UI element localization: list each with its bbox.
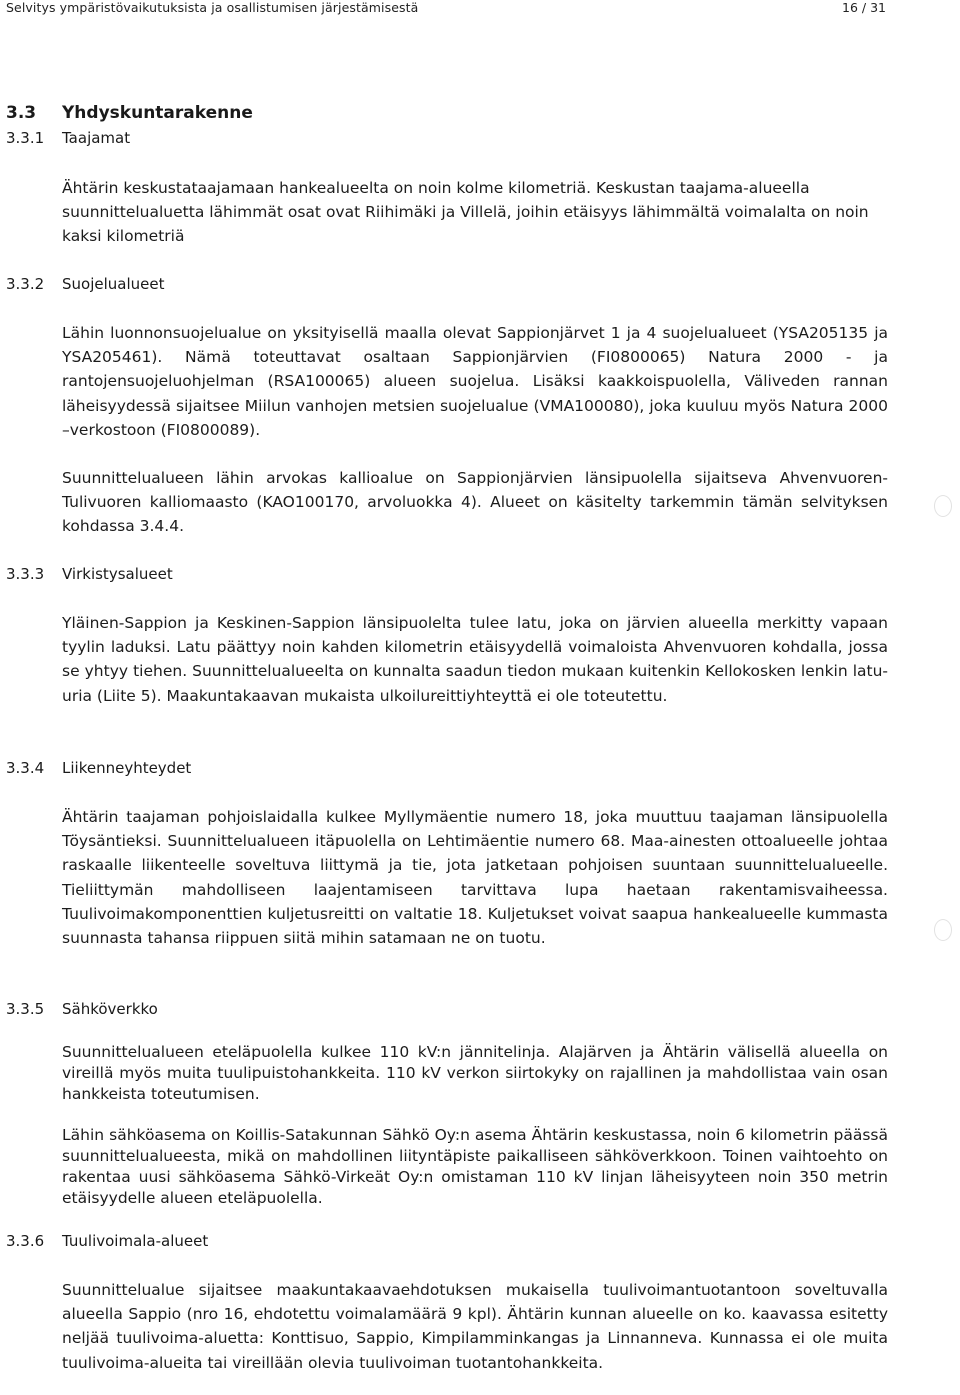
- subsection-title: Taajamat: [62, 129, 131, 147]
- subsection-title: Liikenneyhteydet: [62, 759, 192, 777]
- subsection-number: 3.3.5: [6, 1000, 45, 1018]
- subsection-number: 3.3.4: [6, 759, 45, 777]
- paragraph-virkistysalueet: Yläinen-Sappion ja Keskinen-Sappion länsipuolelta tulee latu, joka on järvien alueella merkitty vapaan tyylin laduksi. Latu päättyy noin kahden kilometrin etäisyydellä voimaloista Ahvenvuoren kohdalla, jossa se yhtyy tiehen. Suunnittelualueelta on kunnalta saadun tiedon mukaan kuitenkin Kellokosken lenkin latu-uria (Liite 5). Maakuntakaavan mukaista ulkoilureittiyhteyttä ei ole toteutettu.: [62, 614, 888, 705]
- subsection-title: Suojelualueet: [62, 275, 165, 293]
- subsection-title: Virkistysalueet: [62, 565, 173, 583]
- paragraph-suojelualueet-1: Lähin luonnonsuojelualue on yksityisellä maalla olevat Sappionjärvet 1 ja 4 suojelualueet (YSA205135 ja YSA205461). Nämä toteuttavat osaltaan Sappionjärvien (FI0800065) Natura 2000 - ja rantojensuojeluohjelman (RSA100065) alueen suojelua. Lisäksi kaakkoispuolella, Väliveden rannan läheisyydessä sijaitsee Miilun vanhojen metsien suojelualue (VMA100080), joka kuuluu myös Natura 2000 –verkostoon (FI0800089).: [62, 324, 888, 439]
- subsection-number: 3.3.2: [6, 275, 45, 293]
- subsection-number: 3.3.3: [6, 565, 45, 583]
- subsection-number: 3.3.1: [6, 129, 45, 147]
- binder-hole-mark: [934, 919, 952, 941]
- paragraph-sahkoverkko-1: Suunnittelualueen eteläpuolella kulkee 110 kV:n jännitelinja. Alajärven ja Ähtärin välisellä alueella on vireillä myös muita tuulipuistohankkeita. 110 kV verkon siirtokyky on rajallinen ja mahdollistaa vain osan hankkeista toteutumisen.: [62, 1043, 888, 1103]
- paragraph-suojelualueet-2: Suunnittelualueen lähin arvokas kallioalue on Sappionjärvien länsipuolella sijaitseva Ahvenvuoren-Tulivuoren kalliomaasto (KAO100170, arvoluokka 4). Alueet on käsitelty tarkemmin tämän selvityksen kohdassa 3.4.4.: [62, 469, 888, 536]
- section-number: 3.3: [6, 103, 37, 123]
- paragraph-sahkoverkko-2: Lähin sähköasema on Koillis-Satakunnan Sähkö Oy:n asema Ähtärin keskustassa, noin 6 kilometrin päässä suunnittelualueesta, mikä on mahdollinen liityntäpiste paikalliseen sähköverkkoon. Toinen vaihtoehto on rakentaa uusi sähköasema Sähkö-Virkeät Oy:n omistaman 110 kV linjan läheisyyteen noin 350 metrin etäisyydelle alueen eteläpuolella.: [62, 1126, 888, 1207]
- paragraph-liikenneyhteydet: Ähtärin taajaman pohjoislaidalla kulkee Myllymäentie numero 18, joka muuttuu taajaman länsipuolella Töysäntieksi. Suunnittelualueen itäpuolella on Lehtimäentie numero 68. Maa-ainesten ottoalueelle johtaa raskaalle liikenteelle soveltuva liittymä ja tie, jota jatketaan pohjoisen suuntaan suunnittelualueelle. Tieliittymän mahdolliseen laajentamiseen tarvittava lupa haetaan rakentamisvaiheessa. Tuulivoimakomponenttien kuljetusreitti on valtatie 18. Kuljetukset voivat saapua hankealueelle kummasta suunnasta tahansa riippuen siitä mihin satamaan ne on tuotu.: [62, 808, 888, 948]
- paragraph-taajamat: Ähtärin keskustataajamaan hankealueelta on noin kolme kilometriä. Keskustan taajama-alueella suunnittelualuetta lähimmät osat ovat Riihimäki ja Villelä, joihin etäisyys lähimmältä voimalalta on noin kaksi kilometriä: [62, 179, 869, 246]
- paragraph-tuulivoimala-alueet: Suunnittelualue sijaitsee maakuntakaavaehdotuksen mukaisella tuulivoimantuotantoon soveltuvalla alueella Sappio (nro 16, ehdotettu voimalamäärä 9 kpl). Ähtärin kunnan alueelle on ko. kaavassa esitetty neljää tuulivoima-aluetta: Konttisuo, Sappio, Kimpilamminkangas ja Linnanneva. Kunnassa ei ole muita tuulivoima-alueita tai vireillään olevia tuulivoiman tuotantohankkeita.: [62, 1281, 888, 1372]
- subsection-title: Tuulivoimala-alueet: [62, 1232, 209, 1250]
- page-number: 16 / 31: [842, 0, 886, 15]
- document-header-title: Selvitys ympäristövaikutuksista ja osallistumisen järjestämisestä: [6, 0, 419, 15]
- subsection-number: 3.3.6: [6, 1232, 45, 1250]
- subsection-title: Sähköverkko: [62, 1000, 158, 1018]
- section-title: Yhdyskuntarakenne: [62, 103, 253, 123]
- binder-hole-mark: [934, 495, 952, 517]
